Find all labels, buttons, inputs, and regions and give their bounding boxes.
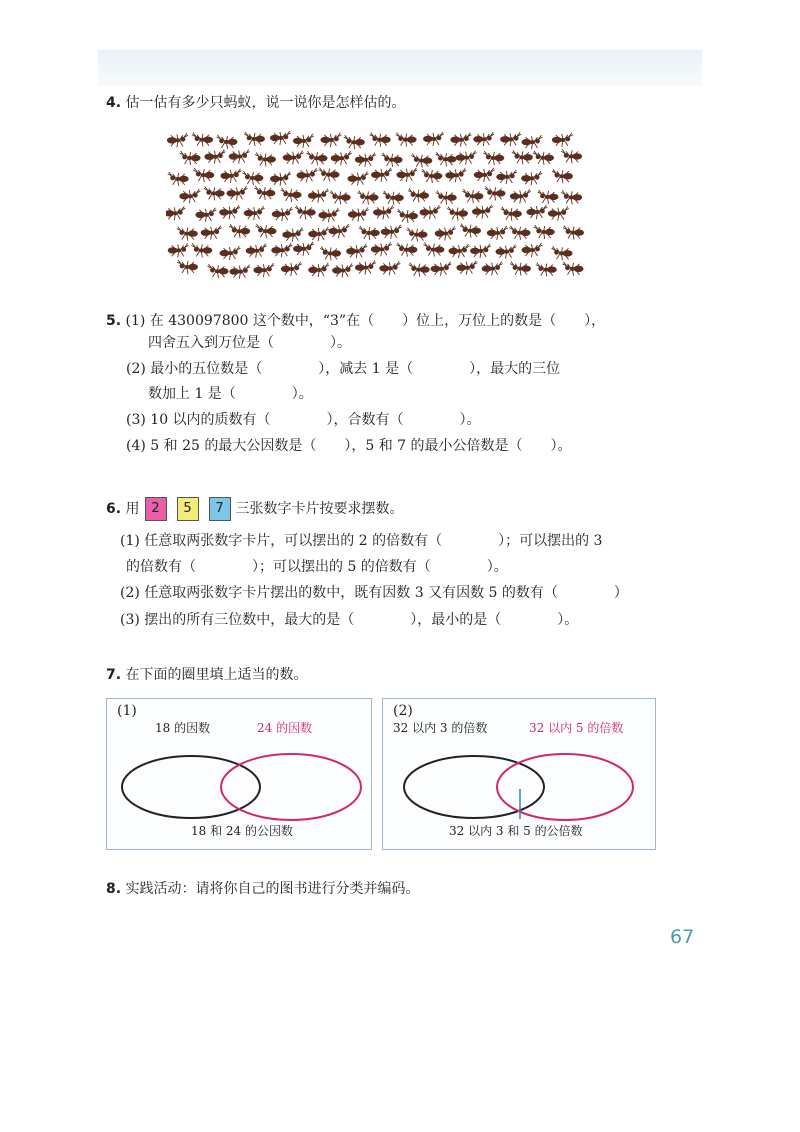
ant-icon [470,244,491,258]
ant-icon [204,150,225,164]
q5-line-1 [106,312,605,330]
ant-icon [473,132,494,146]
ant-icon [271,243,292,257]
ant-icon [510,226,531,240]
ant-icon [297,168,318,182]
q7-prompt [106,666,308,684]
ant-icon [270,172,291,186]
ant-icon [460,224,481,238]
ant-icon [396,243,417,257]
ant-icon [510,189,531,203]
ant-icon [397,209,418,223]
q6-line-1: (1) 任意取两张数字卡片，可以摆出的 2 的倍数有（ ）；可以摆出的 3 [120,533,603,549]
ant-icon [272,207,293,221]
ant-icon [320,246,341,260]
ant-icon [282,228,303,242]
ant-icon [447,207,468,221]
ant-icon [526,205,547,219]
ant-icon [563,226,584,240]
textbook-page [98,50,702,950]
ant-icon [220,246,241,260]
ant-icon [293,242,314,256]
ant-icon [166,206,185,220]
venn2-right-label: 32 以内 5 的倍数 [529,721,624,735]
ant-icon [168,172,189,186]
venn1-right-label: 24 的因数 [257,721,313,735]
ant-icon [501,207,522,221]
ant-icon [383,191,404,205]
venn1-bottom-label: 18 和 24 的公因数 [191,824,293,838]
q7-number: 7. [106,667,122,683]
number-card-5: 5 [177,497,199,521]
ant-icon [485,186,506,200]
q5-text-1: (1) 在 430097800 这个数中，“3”在（ ）位上，万位上的数是（ ）， [125,313,606,329]
ant-icon [512,150,533,164]
ant-icon [219,205,240,219]
ant-icon [255,152,276,166]
ant-icon [220,169,241,183]
q5-line-2: 四舍五入到万位是（ ）。 [148,335,351,351]
q8-text: 实践活动：请将你自己的图书进行分类并编码。 [125,881,420,897]
ant-icon [381,225,402,239]
ant-icon [179,189,200,203]
ant-icon [373,205,394,219]
ant-icon [295,205,316,219]
ant-icon [331,151,352,165]
ant-icon [482,262,503,276]
q6-line-2: 的倍数有（ ）；可以摆出的 5 的倍数有（ ）。 [126,559,508,575]
ant-icon [496,245,517,259]
ant-icon [195,208,216,222]
q7-text: 在下面的圈里填上适当的数。 [125,667,308,683]
ant-icon [500,132,521,146]
ant-icon [229,150,250,164]
ant-icon [177,260,198,274]
ant-icon [445,168,466,182]
ant-icon [409,263,430,277]
ant-icon [449,244,470,258]
q6-suffix: 三张数字卡片按要求摆数。 [235,501,404,517]
ant-icon [431,262,452,276]
q6-prefix: 用 [125,501,140,517]
ant-icon [242,171,263,185]
ant-icon [204,186,225,200]
ant-icon [561,149,582,163]
ant-icon [396,168,417,182]
ant-icon [332,264,353,278]
ant-icon [192,133,213,147]
ant-icon [456,151,477,165]
ant-icon [370,133,391,147]
ant-icon [536,263,557,277]
ant-icon [371,242,392,256]
q6-line-3: (2) 任意取两张数字卡片摆出的数中，既有因数 3 又有因数 5 的数有（ ） [120,585,628,601]
ant-icon [177,227,198,241]
venn2-bottom-label: 32 以内 3 和 5 的公倍数 [449,824,583,838]
ant-icon [320,133,341,147]
ant-icon [358,191,379,205]
ant-icon [355,153,376,167]
ant-icon [308,189,329,203]
ant-icon [436,191,457,205]
ant-icon [408,189,429,203]
ant-icon [533,151,554,165]
ant-icon [208,264,229,278]
ant-icon [552,133,573,147]
ant-icon [201,226,222,240]
ant-icon [420,205,441,219]
ant-icon [561,190,582,204]
ant-icon [227,186,248,200]
ant-icon [329,224,350,238]
venn2-left-label: 32 以内 3 的倍数 [393,721,488,735]
venn1-right-circle [221,754,361,820]
q6-line-4: (3) 摆出的所有三位数中，最大的是（ ），最小的是（ ）。 [120,612,579,628]
ant-icon [167,133,188,147]
ant-icon [411,154,432,168]
q4-text: 估一估有多少只蚂蚁，说一说你是怎样估的。 [125,95,406,111]
ant-icon [423,243,444,257]
ant-icon [346,244,367,258]
ant-icon [318,208,339,222]
ant-icon [538,190,559,204]
q4-number: 4. [106,95,122,111]
ant-icon [552,246,573,260]
ants-illustration [166,128,588,283]
ant-icon [217,135,238,149]
number-card-2: 2 [145,497,167,521]
q6-prompt [106,496,404,522]
ant-icon [435,227,456,241]
q5-line-5: (3) 10 以内的质数有（ ），合数有（ ）。 [126,412,481,428]
ant-icon [244,206,265,220]
ant-icon [281,262,302,276]
ant-icon [359,226,380,240]
ant-icon [522,243,543,257]
ant-icon [552,169,573,183]
q8-prompt [106,880,420,898]
ant-icon [474,168,495,182]
ant-icon [244,132,265,146]
ant-icon [379,261,400,275]
number-card-7: 7 [209,497,231,521]
ant-icon [254,186,275,200]
ant-icon [168,243,189,257]
ant-icon [308,227,329,241]
ant-icon [281,188,302,202]
ant-icon [563,262,584,276]
ant-icon [421,169,442,183]
ant-icon [319,168,340,182]
ant-icon [229,265,250,279]
ant-icon [344,135,365,149]
ant-icon [472,205,493,219]
q5-number: 5. [106,313,122,329]
ant-icon [355,261,376,275]
ant-icon [246,244,267,258]
ant-icon [487,226,508,240]
ant-icon [534,225,555,239]
ant-icon [483,151,504,165]
ant-icon [396,133,417,147]
ant-icon [253,263,274,277]
ant-icon [450,133,471,147]
ant-icon [423,132,444,146]
ant-icon [548,207,569,221]
venn2-tag: (2) [393,703,413,719]
q5-line-6: (4) 5 和 25 的最大公因数是（ ），5 和 7 的最小公倍数是（ ）。 [126,438,572,454]
ant-icon [510,262,531,276]
ant-icon [229,224,250,238]
ant-icon [348,172,369,186]
q4-prompt [106,94,406,112]
ant-icon [462,189,483,203]
venn-diagram-2 [382,698,656,850]
q8-number: 8. [106,881,122,897]
venn1-left-label: 18 的因数 [155,721,211,735]
venn2-right-circle [497,754,633,820]
venn1-tag: (1) [117,703,137,719]
ant-icon [308,263,329,277]
ant-icon [330,191,351,205]
ant-icon [521,171,542,185]
ant-icon [456,261,477,275]
ant-icon [307,151,328,165]
ant-icon [436,152,457,166]
ant-icon [348,208,369,222]
ant-icon [191,243,212,257]
ant-icon [270,131,291,145]
venn2-left-circle [404,756,544,818]
ant-icon [407,228,428,242]
ant-icon [193,168,214,182]
ant-icon [496,170,517,184]
page-number: 67 [670,926,695,948]
ant-icon [283,151,304,165]
ant-icon [256,224,277,238]
ant-icon [382,153,403,167]
ant-icon [371,168,392,182]
ant-icon [293,134,314,148]
ant-icon [522,135,543,149]
page-header-band [98,50,702,86]
ant-icon [180,151,201,165]
venn-diagram-1 [106,698,372,850]
q5-line-3: (2) 最小的五位数是（ ），减去 1 是（ ），最大的三位 [126,361,561,377]
q5-line-4: 数加上 1 是（ ）。 [148,386,313,402]
q6-number: 6. [106,501,122,517]
